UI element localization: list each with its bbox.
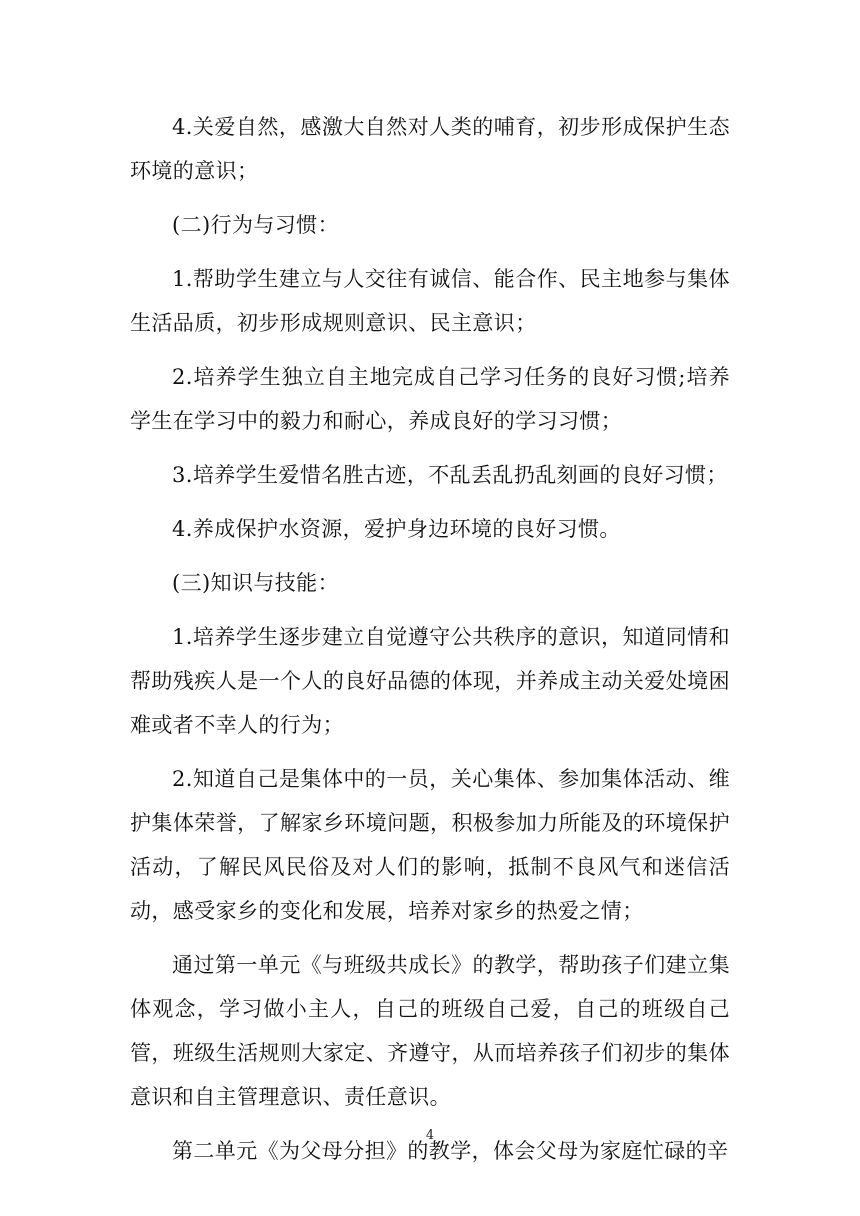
paragraph-water-protection: 4.养成保护水资源，爱护身边环境的良好习惯。 [172, 517, 621, 541]
paragraph-public-order: 1.培养学生逐步建立自觉遵守公共秩序的意识，知道同情和帮助残疾人是一个人的良好品德的体现，并养成主动关爱处境困难或者不幸人的行为； [130, 625, 730, 737]
page-number: 4 [425, 1128, 435, 1143]
paragraph-nature-awareness: 4.关爱自然，感激大自然对人类的哺育，初步形成保护生态环境的意识； [130, 115, 730, 183]
document-body [130, 105, 730, 1183]
paragraph-unit-two: 第二单元《为父母分担》的教学，体会父母为家庭忙碌的辛 [172, 1139, 729, 1163]
paragraph-study-habits: 2.培养学生独立自主地完成自己学习任务的良好习惯;培养学生在学习中的毅力和耐心，养成良好的学习习惯； [130, 365, 730, 433]
paragraph-unit-one: 通过第一单元《与班级共成长》的教学，帮助孩子们建立集体观念，学习做小主人，自己的班级自己爱，自己的班级自己管，班级生活规则大家定、齐遵守，从而培养孩子们初步的集体意识和自主管理意识、责任意识。 [130, 953, 730, 1109]
paragraph-heritage-care: 3.培养学生爱惜名胜古迹，不乱丢乱扔乱刻画的良好习惯； [172, 463, 728, 487]
heading-behavior-habits: (二)行为与习惯： [172, 213, 339, 237]
paragraph-collective-hometown: 2.知道自己是集体中的一员，关心集体、参加集体活动、维护集体荣誉，了解家乡环境问题，积极参加力所能及的环境保护活动，了解民风民俗及对人们的影响，抵制不良风气和迷信活动，感受家乡的变化和发展，培养对家乡的热爱之情； [130, 767, 730, 923]
heading-knowledge-skills: (三)知识与技能： [172, 571, 339, 595]
paragraph-social-rules: 1.帮助学生建立与人交往有诚信、能合作、民主地参与集体生活品质，初步形成规则意识、民主意识； [130, 267, 730, 335]
